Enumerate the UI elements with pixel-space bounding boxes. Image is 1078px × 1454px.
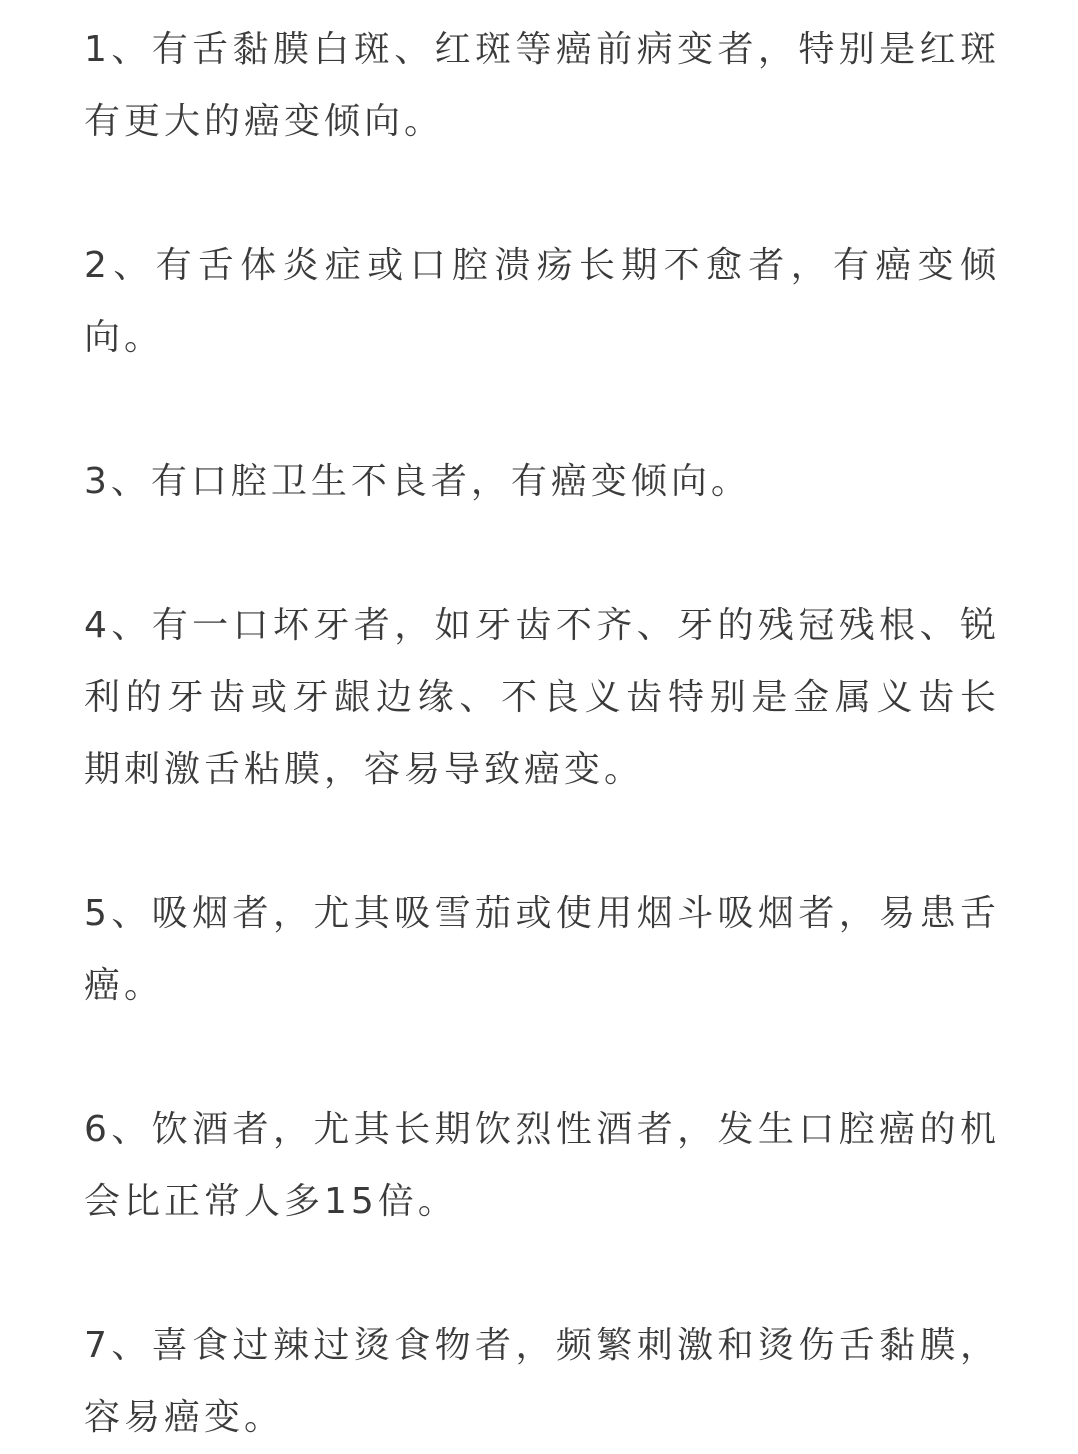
paragraph-spacer bbox=[84, 806, 1000, 878]
list-item: 6、饮酒者，尤其长期饮烈性酒者，发生口腔癌的机会比正常人多15倍。 bbox=[84, 1109, 1000, 1222]
list-item: 2、有舌体炎症或口腔溃疡长期不愈者，有癌变倾向。 bbox=[84, 245, 1000, 358]
list-item: 5、吸烟者，尤其吸雪茄或使用烟斗吸烟者，易患舌癌。 bbox=[84, 893, 1000, 1006]
paragraph-spacer bbox=[84, 1238, 1000, 1310]
list-item: 3、有口腔卫生不良者，有癌变倾向。 bbox=[84, 461, 751, 502]
paragraph-spacer bbox=[84, 374, 1000, 446]
list-item: 7、喜食过辣过烫食物者，频繁刺激和烫伤舌黏膜，容易癌变。 bbox=[84, 1325, 1000, 1438]
paragraph-spacer bbox=[84, 518, 1000, 590]
paragraph-spacer bbox=[84, 1022, 1000, 1094]
article-body bbox=[84, 14, 1000, 1454]
list-item: 4、有一口坏牙者，如牙齿不齐、牙的残冠残根、锐利的牙齿或牙龈边缘、不良义齿特别是金属义齿长期刺激舌粘膜，容易导致癌变。 bbox=[84, 605, 1000, 790]
paragraph-spacer bbox=[84, 158, 1000, 230]
list-item: 1、有舌黏膜白斑、红斑等癌前病变者，特别是红斑有更大的癌变倾向。 bbox=[84, 29, 1000, 142]
